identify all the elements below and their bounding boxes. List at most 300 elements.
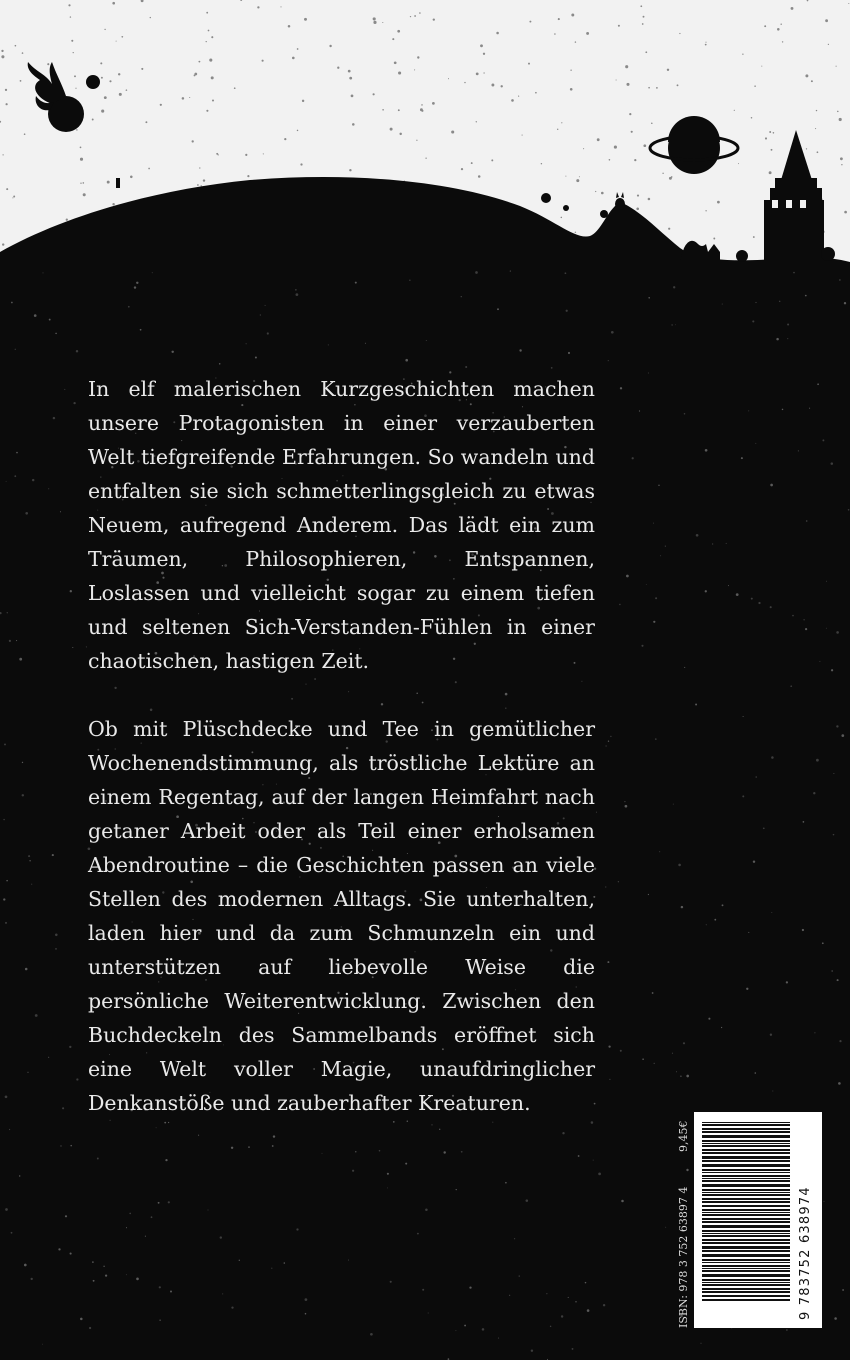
speckle [461, 296, 462, 297]
speckle [405, 1163, 407, 1165]
speckle [141, 68, 143, 70]
speckle [421, 110, 423, 112]
speckle [609, 159, 611, 161]
speckle [671, 324, 672, 325]
speckle [769, 171, 772, 174]
speckle [101, 110, 104, 113]
barcode-bar [702, 1164, 790, 1167]
barcode [694, 1112, 822, 1328]
speckle [597, 138, 600, 141]
speckle [753, 860, 755, 862]
speckle [206, 12, 208, 14]
speckle [73, 52, 74, 53]
speckle [497, 308, 499, 310]
speckle [118, 73, 120, 75]
speckle [668, 228, 670, 230]
speckle [49, 319, 51, 321]
speckle [31, 884, 32, 885]
speckle [583, 148, 584, 149]
speckle [5, 1208, 8, 1211]
speckle [451, 130, 454, 133]
speckle [713, 238, 715, 240]
barcode-bar [702, 1175, 790, 1177]
speckle [55, 948, 56, 949]
speckle [596, 812, 597, 813]
barcode-bar [702, 1149, 790, 1151]
speckle [392, 38, 394, 40]
speckle [231, 1147, 233, 1149]
speckle [24, 133, 26, 135]
speckle [296, 293, 299, 296]
speckle [9, 640, 11, 642]
speckle [76, 350, 78, 352]
speckle [134, 286, 136, 288]
speckle [351, 95, 354, 98]
speckle [156, 1127, 157, 1128]
speckle [728, 585, 729, 586]
speckle [80, 183, 81, 184]
speckle [25, 968, 28, 971]
speckle [52, 854, 54, 856]
speckle [165, 1159, 167, 1161]
speckle [48, 1057, 49, 1058]
speckle [83, 182, 85, 184]
speckle [634, 159, 636, 161]
speckle [686, 1075, 689, 1078]
speckle [572, 1348, 574, 1350]
barcode-bar [702, 1288, 790, 1290]
speckle [675, 324, 676, 325]
speckle [464, 82, 465, 83]
speckle [382, 109, 384, 111]
speckle [443, 1151, 445, 1153]
speckle [621, 1200, 624, 1203]
speckle [255, 356, 257, 358]
speckle [626, 575, 629, 578]
speckle [618, 25, 620, 27]
speckle [60, 511, 61, 512]
orb-icon [541, 193, 551, 203]
speckle [199, 167, 200, 168]
barcode-bar [702, 1230, 790, 1232]
speckle [779, 301, 780, 302]
speckle [97, 1158, 99, 1160]
speckle [561, 122, 562, 123]
speckle [222, 1293, 223, 1294]
speckle [425, 1208, 428, 1211]
speckle [782, 409, 784, 411]
speckle [431, 1124, 432, 1125]
barcode-bar [702, 1225, 790, 1228]
speckle [398, 71, 401, 74]
barcode-bar [702, 1214, 790, 1216]
speckle [480, 44, 483, 47]
speckle [813, 792, 815, 794]
barcode-bar [702, 1143, 790, 1144]
speckle [414, 15, 416, 17]
speckle [708, 1018, 710, 1020]
barcode-bar [702, 1178, 790, 1179]
speckle [32, 479, 34, 481]
speckle [637, 195, 639, 197]
speckle [717, 201, 720, 204]
barcode-bar [702, 1235, 790, 1237]
barcode-bar [702, 1212, 790, 1213]
speckle [66, 219, 68, 221]
speckle [263, 153, 264, 154]
speckle [786, 981, 788, 983]
barcode-bar [702, 1291, 790, 1293]
speckle [203, 179, 205, 181]
speckle [15, 45, 17, 47]
speckle [519, 1276, 520, 1277]
speckle [273, 1135, 275, 1137]
speckle [425, 158, 426, 159]
speckle [541, 163, 542, 164]
speckle [498, 1338, 499, 1339]
speckle [42, 1344, 43, 1345]
speckle [476, 121, 477, 122]
speckle [758, 602, 760, 604]
speckle [669, 177, 672, 180]
speckle [100, 62, 102, 64]
speckle [831, 669, 833, 671]
barcode-bar [702, 1128, 790, 1130]
speckle [608, 360, 609, 361]
speckle [660, 555, 661, 556]
barcode-bar [702, 1160, 790, 1162]
speckle [646, 584, 647, 585]
speckle [260, 314, 261, 315]
speckle [839, 1040, 841, 1042]
speckle [816, 110, 817, 111]
speckle [89, 1327, 91, 1329]
speckle [348, 70, 351, 73]
speckle [815, 128, 816, 129]
speckle [722, 304, 723, 305]
speckle [218, 154, 219, 155]
speckle [848, 3, 849, 4]
speckle [75, 88, 76, 89]
barcode-bar [702, 1239, 790, 1241]
speckle [182, 97, 185, 100]
speckle [352, 123, 355, 126]
speckle [387, 1173, 389, 1175]
speckle [705, 210, 706, 211]
speckle [642, 1058, 644, 1060]
speckle [272, 1145, 274, 1147]
speckle [755, 443, 756, 444]
barcode-bar [702, 1194, 790, 1196]
speckle [568, 352, 570, 354]
speckle [245, 154, 247, 156]
speckle [2, 243, 4, 245]
speckle [72, 647, 73, 648]
speckle [22, 794, 24, 796]
speckle [201, 185, 202, 186]
speckle [833, 834, 835, 836]
speckle [16, 640, 17, 641]
speckle [475, 271, 478, 274]
barcode-bar [702, 1221, 790, 1223]
speckle [839, 118, 842, 121]
speckle [579, 176, 580, 177]
speckle [640, 5, 642, 7]
speckle [641, 645, 643, 647]
speckle [76, 129, 78, 131]
speckle [246, 343, 247, 344]
speckle [528, 63, 530, 65]
speckle [80, 147, 82, 149]
barcode-bar [702, 1295, 790, 1297]
speckle [288, 25, 291, 28]
speckle [297, 130, 299, 132]
speckle [136, 1278, 139, 1281]
barcode-bar [702, 1184, 790, 1187]
speckle [809, 408, 810, 409]
speckle [557, 129, 558, 130]
figure-silhouette-icon [116, 178, 120, 188]
speckle [432, 102, 435, 105]
speckle [483, 53, 485, 55]
book-description [88, 372, 595, 1120]
speckle [805, 628, 807, 630]
barcode-bar [702, 1152, 790, 1154]
speckle [585, 1282, 587, 1284]
speckle [826, 581, 827, 582]
speckle [834, 1317, 837, 1320]
speckle [55, 333, 57, 335]
speckle [234, 87, 236, 89]
speckle [755, 1072, 757, 1074]
speckle [83, 193, 86, 196]
barcode-bar [702, 1131, 790, 1133]
barcode-bar [702, 1246, 790, 1249]
speckle [505, 1182, 507, 1184]
speckle [405, 359, 408, 362]
speckle [208, 30, 210, 32]
barcode-bar [702, 1268, 790, 1269]
speckle [19, 658, 22, 661]
speckle [159, 1320, 160, 1321]
speckle [566, 310, 568, 312]
speckle [13, 196, 15, 198]
speckle [112, 203, 114, 205]
speckle [448, 78, 449, 79]
barcode-bar [702, 1205, 790, 1207]
speckle [831, 462, 834, 465]
speckle [773, 132, 775, 134]
orb-icon [563, 205, 569, 211]
speckle [680, 1075, 682, 1077]
speckle [465, 366, 467, 368]
speckle [748, 932, 749, 933]
speckle [197, 184, 199, 186]
speckle [705, 44, 707, 46]
speckle [348, 1260, 349, 1261]
speckle [80, 158, 83, 161]
speckle [55, 934, 58, 937]
barcode-bar [702, 1180, 790, 1182]
speckle [743, 716, 744, 717]
barcode-bar [702, 1284, 790, 1286]
speckle [129, 1213, 131, 1215]
speckle [92, 1261, 94, 1263]
speckle [817, 151, 819, 153]
barcode-bar [702, 1262, 790, 1263]
speckle [653, 523, 654, 524]
speckle [5, 922, 7, 924]
speckle [798, 450, 799, 451]
speckle [370, 1333, 373, 1336]
speckle [763, 827, 765, 829]
speckle [297, 48, 299, 50]
speckle [414, 69, 415, 70]
speckle [501, 85, 503, 87]
speckle [624, 801, 625, 802]
speckle [837, 979, 839, 981]
speckle [64, 389, 65, 390]
speckle [772, 1090, 773, 1091]
speckle [679, 33, 680, 34]
speckle [771, 912, 772, 913]
barcode-bar [702, 1140, 790, 1142]
speckle [14, 475, 16, 477]
speckle [645, 51, 647, 53]
speckle [158, 1202, 160, 1204]
speckle [601, 192, 604, 195]
barcode-bar [702, 1250, 790, 1252]
speckle [456, 1189, 457, 1190]
speckle [355, 1151, 356, 1152]
speckle [62, 1107, 64, 1109]
speckle [639, 410, 640, 411]
speckle [648, 87, 650, 89]
speckle [648, 297, 650, 299]
speckle [805, 295, 807, 297]
speckle [25, 512, 28, 515]
speckle [662, 173, 663, 174]
speckle [130, 176, 133, 179]
barcode-bar [702, 1209, 790, 1211]
speckle [295, 289, 296, 290]
speckle [828, 44, 829, 45]
speckle [140, 329, 142, 331]
speckle [565, 176, 566, 177]
speckle [839, 279, 840, 280]
speckle [491, 84, 494, 87]
barcode-bar [702, 1122, 790, 1123]
speckle [625, 65, 628, 68]
speckle [570, 70, 571, 71]
speckle [558, 18, 560, 20]
speckle [280, 6, 281, 7]
speckle [168, 1201, 170, 1203]
speckle [390, 128, 393, 131]
speckle [844, 211, 847, 214]
speckle [751, 117, 753, 119]
speckle [529, 21, 531, 23]
speckle [761, 66, 762, 67]
speckle [636, 207, 639, 210]
speckle [355, 282, 357, 284]
speckle [70, 1253, 72, 1255]
speckle [478, 175, 481, 178]
speckle [626, 83, 629, 86]
barcode-bar [702, 1169, 790, 1171]
speckle [398, 109, 400, 111]
speckle [609, 1079, 610, 1080]
speckle [29, 860, 30, 861]
speckle [107, 181, 110, 184]
speckle [219, 363, 221, 365]
speckle [421, 104, 423, 106]
speckle [24, 1264, 27, 1267]
speckle [565, 272, 567, 274]
barcode-bar [702, 1279, 790, 1281]
speckle [248, 1146, 250, 1148]
speckle [586, 32, 589, 35]
speckle [790, 685, 792, 687]
speckle [571, 14, 574, 17]
speckle [390, 1281, 392, 1283]
speckle [562, 1132, 564, 1134]
speckle [665, 546, 666, 547]
speckle [206, 41, 207, 42]
speckle [570, 88, 573, 91]
speckle [192, 140, 194, 142]
speckle [721, 1027, 722, 1028]
barcode-bar [702, 1259, 790, 1261]
speckle [575, 1301, 576, 1302]
speckle [611, 331, 614, 334]
speckle [780, 23, 781, 24]
barcode-bar [702, 1218, 790, 1220]
speckle [676, 1071, 677, 1072]
speckle [469, 1286, 471, 1288]
speckle [164, 1122, 166, 1124]
barcode-bar [702, 1282, 790, 1283]
speckle [522, 135, 523, 136]
speckle [28, 855, 30, 857]
speckle [461, 168, 463, 170]
barcode-bar [702, 1135, 790, 1138]
speckle [86, 646, 87, 647]
speckle [271, 1268, 272, 1269]
speckle [755, 302, 756, 303]
speckle [239, 1260, 240, 1261]
speckle [816, 759, 819, 762]
speckle [614, 146, 617, 149]
speckle [1, 50, 3, 52]
speckle [696, 534, 699, 537]
speckle [409, 280, 410, 281]
speckle [607, 961, 609, 963]
speckle [152, 272, 153, 273]
speckle [817, 383, 819, 385]
speckle [805, 74, 808, 77]
speckle [578, 1155, 580, 1157]
speckle [616, 79, 617, 80]
barcode-bar [702, 1189, 790, 1191]
speckle [648, 198, 651, 201]
speckle [12, 197, 13, 198]
speckle [417, 56, 419, 58]
speckle [748, 410, 749, 411]
speckle [394, 61, 397, 64]
speckle [806, 520, 808, 522]
speckle [659, 851, 660, 852]
